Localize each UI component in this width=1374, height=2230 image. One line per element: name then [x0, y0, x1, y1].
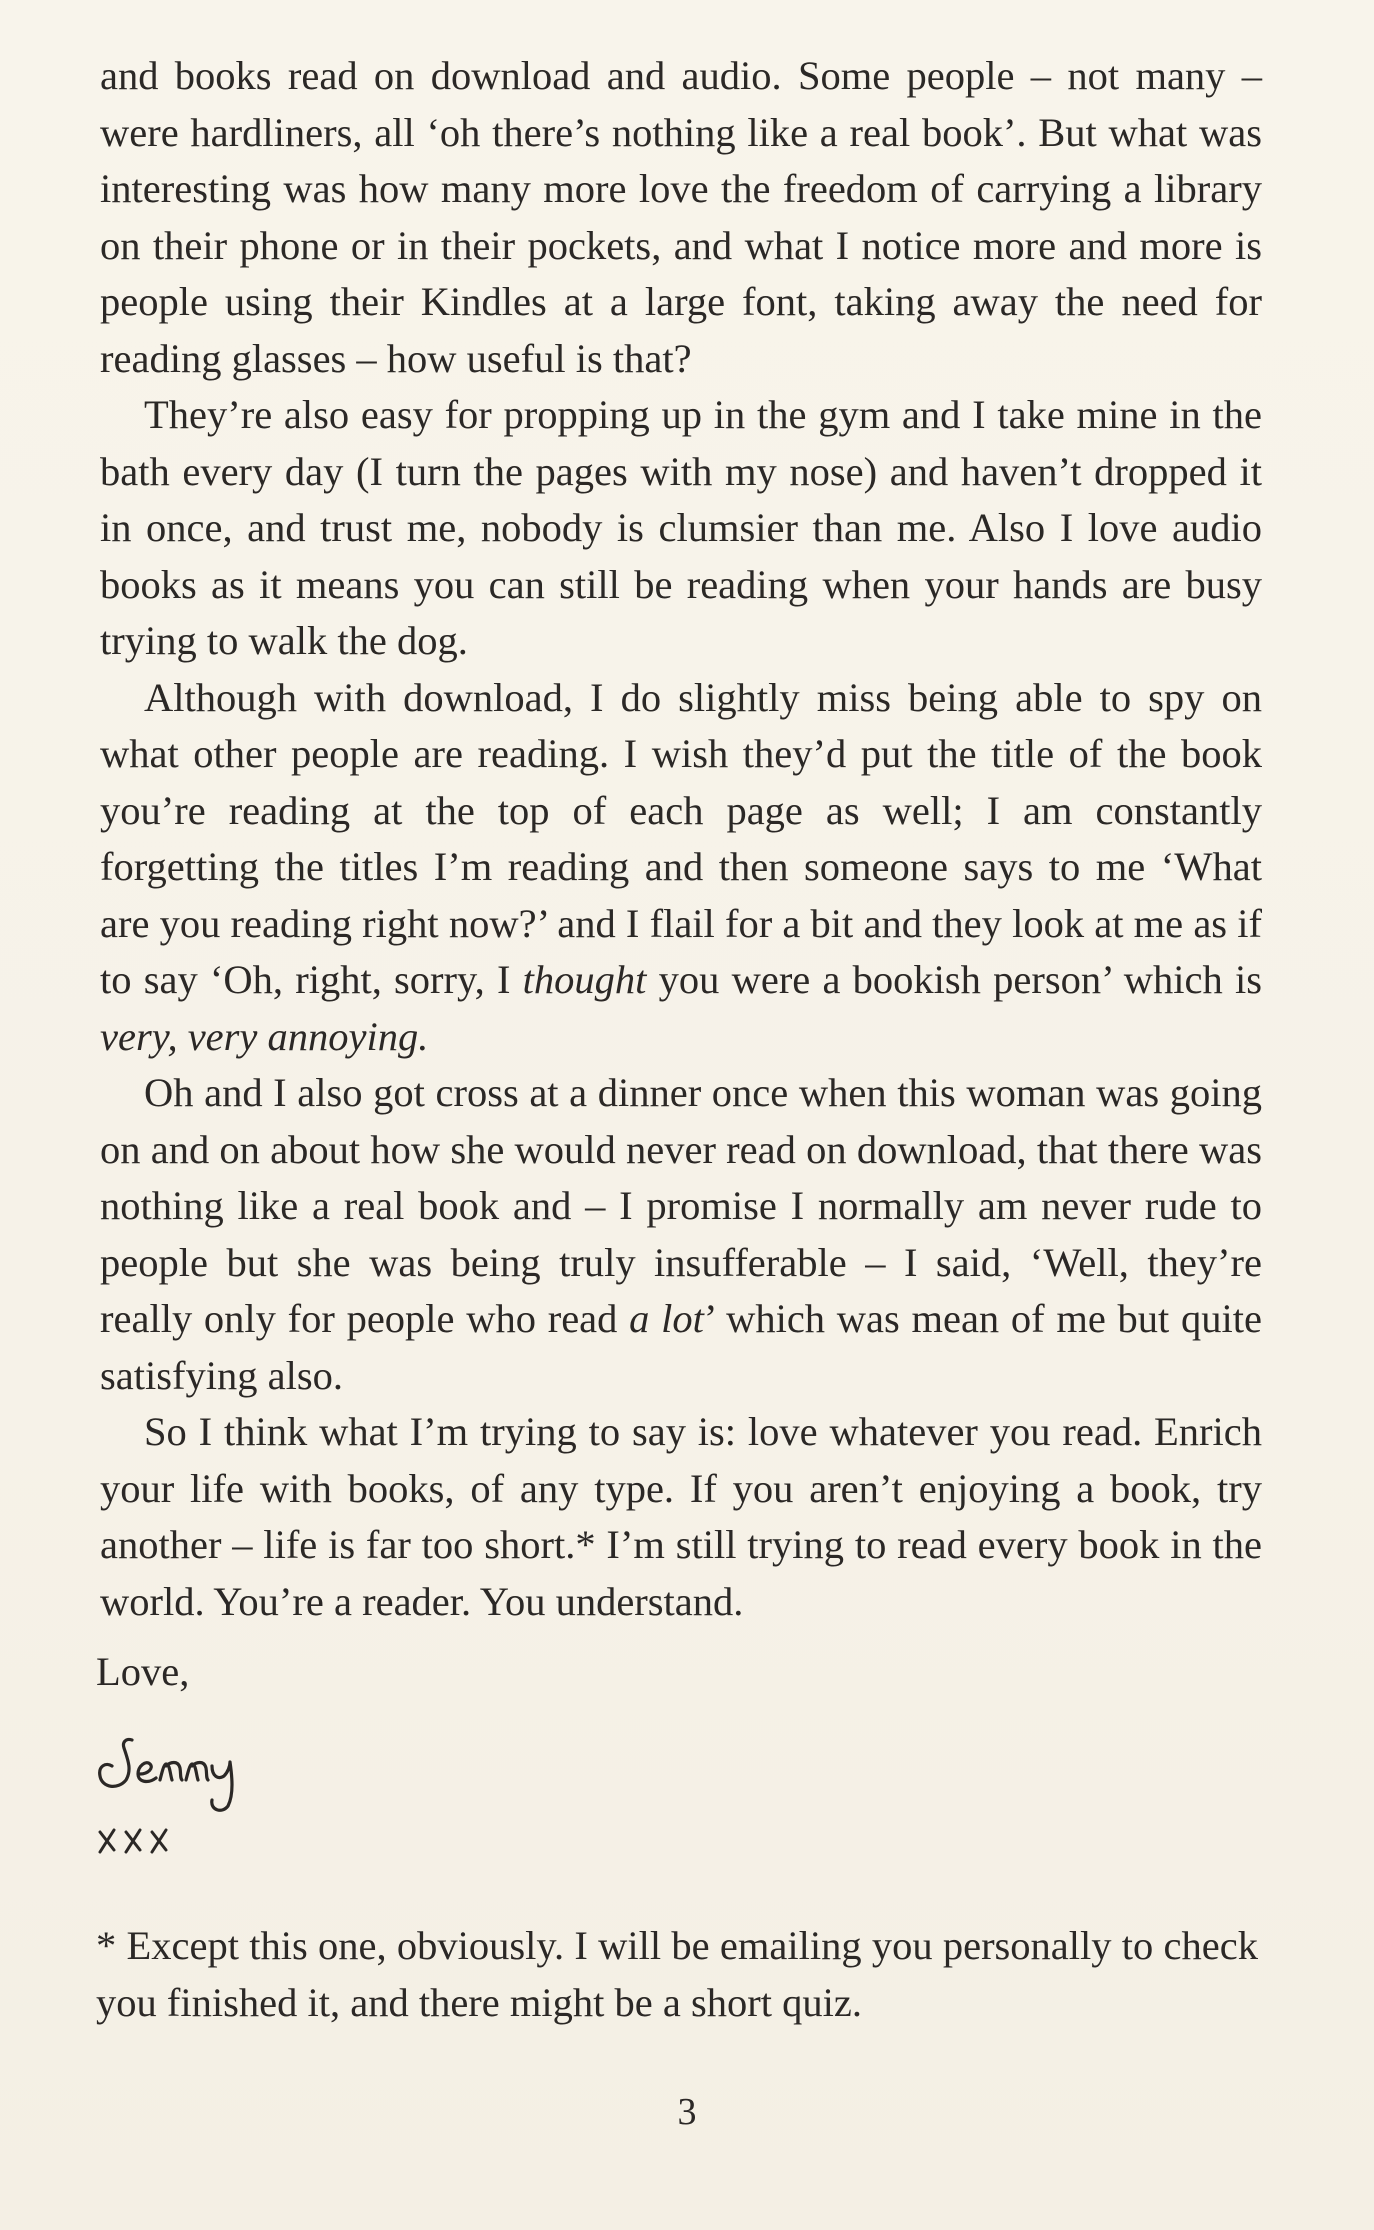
paragraph-3-text-b: you were a bookish person’ which is: [646, 957, 1262, 1002]
paragraph-3-text-a: Although with download, I do slightly miss being able to spy on what other people are reading. I wish they’d put the title of the book you’re reading at the top of each page as well; I am constantly forgetting the titles I’m reading and then someone says to me ‘What are you reading right now?’ and I flail for a bit and they look at me as if to say ‘Oh, right, sorry, I: [100, 674, 1262, 1002]
paragraph-5: [100, 1404, 1262, 1630]
paragraph-5-text: So I think what I’m trying to say is: love whatever you read. Enrich your life with books, of any type. If you aren’t enjoying a book, try another – life is far too short.* I’m still trying to read every book in the world. You’re a reader. You understand.: [100, 1409, 1262, 1624]
paragraph-4-text-a: Oh and I also got cross at a dinner once when this woman was going on and on about how she would never read on download, that there was nothing like a real book and – I promise I normally am never rude to people but she was being truly insufferable – I said, ‘Well, they’re really only for people who read: [100, 1070, 1262, 1341]
paragraph-3-italic-thought: thought: [522, 957, 647, 1002]
page-number: 3: [677, 2091, 697, 2133]
paragraph-3-italic-annoying: very, very annoying.: [100, 1013, 429, 1059]
paragraph-1: [100, 48, 1262, 387]
paragraph-4: [100, 1065, 1262, 1404]
footnote: [96, 1918, 1258, 2031]
handwritten-signature: [92, 1718, 352, 1878]
footnote-text: * Except this one, obviously. I will be emailing you personally to check you finished it, and there might be a short quiz.: [96, 1923, 1258, 2025]
closing-salutation: Love,: [96, 1649, 190, 1694]
paragraph-1-text: and books read on download and audio. Some people – not many – were hardliners, all ‘oh there’s nothing like a real book’. But what was interesting was how many more love the freedom of carrying a library on their phone or in their pockets, and what I notice more and more is people using their Kindles at a large font, taking away the need for reading glasses – how useful is that?: [100, 53, 1262, 381]
paragraph-2-text: They’re also easy for propping up in the gym and I take mine in the bath every day (I turn the pages with my nose) and haven’t dropped it in once, and trust me, nobody is clumsier than me. Also I love audio books as it means you can still be reading when your hands are busy trying to walk the dog.: [100, 392, 1262, 663]
body-text: [100, 48, 1262, 1630]
paragraph-4-italic-a-lot: a lot: [629, 1296, 704, 1341]
paragraph-4-text-b: ’ which was mean of me but quite satisfying also.: [100, 1296, 1263, 1398]
paragraph-2: [100, 387, 1262, 670]
paragraph-3: [100, 670, 1262, 1066]
